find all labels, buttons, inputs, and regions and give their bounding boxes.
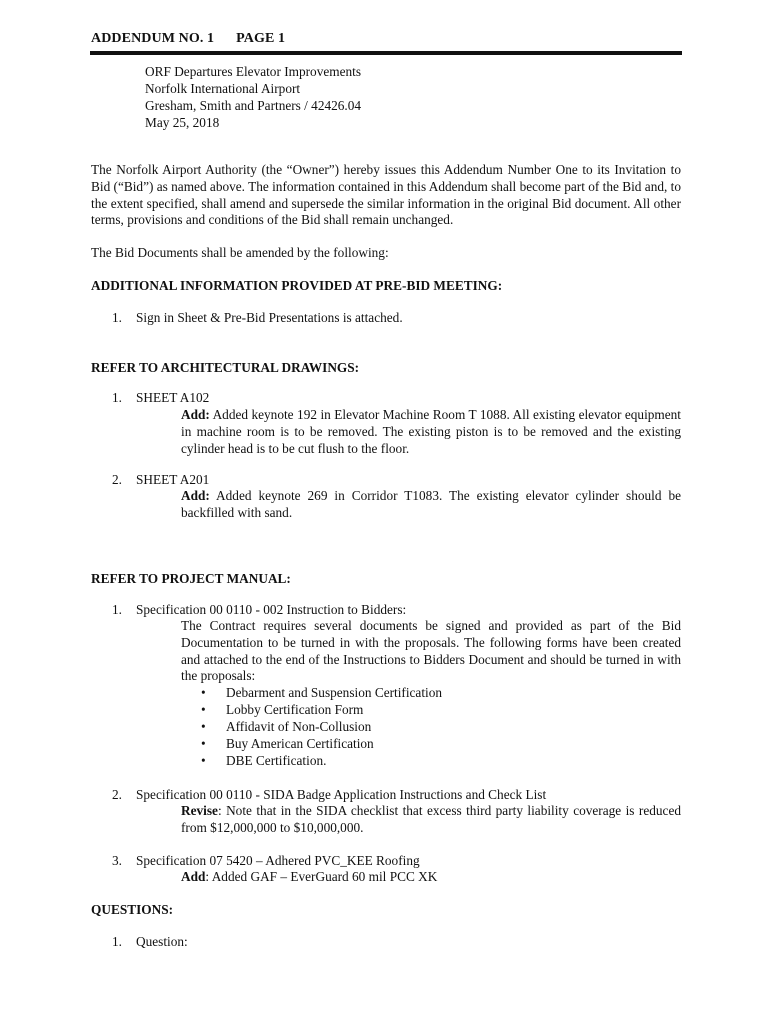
arch-item-1-detail	[181, 407, 681, 457]
list-item: • Lobby Certification Form	[201, 702, 364, 717]
manual-item-3-label: Add	[181, 869, 206, 884]
addendum-number: ADDENDUM NO. 1	[91, 31, 215, 46]
arch-item-2-number: 2.	[112, 472, 122, 487]
arch-item-1-number: 1.	[112, 390, 122, 405]
pre-bid-heading: ADDITIONAL INFORMATION PROVIDED AT PRE-BID MEETING:	[91, 278, 503, 293]
architectural-heading: REFER TO ARCHITECTURAL DRAWINGS:	[91, 360, 360, 375]
question-1-number: 1.	[112, 934, 122, 949]
arch-item-1-title: SHEET A102	[136, 390, 210, 405]
manual-item-1-title: Specification 00 0110 - 002 Instruction to Bidders:	[136, 602, 407, 617]
arch-item-1-text: Added keynote 192 in Elevator Machine Room T 1088. All existing elevator equipment in machine room is to be removed. The existing piston is to be removed and the existing cylinder head is to be cut flush to the floor.	[181, 407, 681, 456]
manual-heading: REFER TO PROJECT MANUAL:	[91, 571, 291, 586]
bullet-icon: •	[201, 702, 206, 717]
intro-paragraph: The Norfolk Airport Authority (the “Owner”) hereby issues this Addendum Number One to its Invitation to Bid (“Bid”) as named above. The information contained in this Addendum shall become part of the Bid and, to the extent specified, shall amend and supersede the similar information in the original Bid document. All other terms, provisions and conditions of the Bid shall remain unchanged.	[91, 162, 681, 228]
arch-item-1-label: Add:	[181, 407, 210, 422]
page-header	[91, 31, 285, 48]
project-airport: Norfolk International Airport	[145, 81, 301, 96]
manual-item-2-text: : Note that in the SIDA checklist that excess third party liability coverage is reduced from $12,000,000 to $10,000,000.	[181, 803, 681, 835]
project-name: ORF Departures Elevator Improvements	[145, 64, 362, 79]
manual-item-2-number: 2.	[112, 787, 122, 802]
bullet-icon: •	[201, 753, 206, 768]
amended-line: The Bid Documents shall be amended by the following:	[91, 245, 389, 260]
question-1-text: Question:	[136, 934, 188, 949]
required-forms-list	[181, 685, 442, 770]
manual-item-1-number: 1.	[112, 602, 122, 617]
arch-item-2-label: Add:	[181, 488, 210, 503]
manual-item-3-title: Specification 07 5420 – Adhered PVC_KEE Roofing	[136, 853, 420, 868]
manual-item-2-label: Revise	[181, 803, 218, 818]
manual-item-3-detail	[181, 869, 681, 886]
bullet-icon: •	[201, 685, 206, 700]
pre-bid-item-number: 1.	[112, 310, 122, 325]
manual-item-3-text: : Added GAF – EverGuard 60 mil PCC XK	[205, 869, 438, 884]
pre-bid-item-text: Sign in Sheet & Pre-Bid Presentations is attached.	[136, 310, 403, 325]
page-number: PAGE 1	[236, 31, 286, 46]
arch-item-2-title: SHEET A201	[136, 472, 210, 487]
list-item: • DBE Certification.	[201, 753, 327, 768]
manual-item-2-title: Specification 00 0110 - SIDA Badge Application Instructions and Check List	[136, 787, 547, 802]
list-item: • Buy American Certification	[201, 736, 374, 751]
list-item: • Affidavit of Non-Collusion	[201, 719, 372, 734]
arch-item-2-text: Added keynote 269 in Corridor T1083. The existing elevator cylinder should be backfilled with sand.	[181, 488, 681, 520]
header-rule	[90, 51, 682, 55]
manual-item-3-number: 3.	[112, 853, 122, 868]
manual-item-1-detail: The Contract requires several documents be signed and provided as part of the Bid Documentation to be turned in with the proposals. The following forms have been created and attached to the end of the Instructions to Bidders Document and should be turned in with the proposals:	[181, 618, 681, 684]
manual-item-2-detail	[181, 803, 681, 837]
project-firm: Gresham, Smith and Partners / 42426.04	[145, 98, 362, 113]
bullet-icon: •	[201, 736, 206, 751]
questions-heading: QUESTIONS:	[91, 902, 174, 917]
arch-item-2-detail	[181, 488, 681, 522]
project-date: May 25, 2018	[145, 115, 220, 130]
list-item: • Debarment and Suspension Certification	[201, 685, 443, 700]
project-info	[145, 64, 361, 132]
bullet-icon: •	[201, 719, 206, 734]
